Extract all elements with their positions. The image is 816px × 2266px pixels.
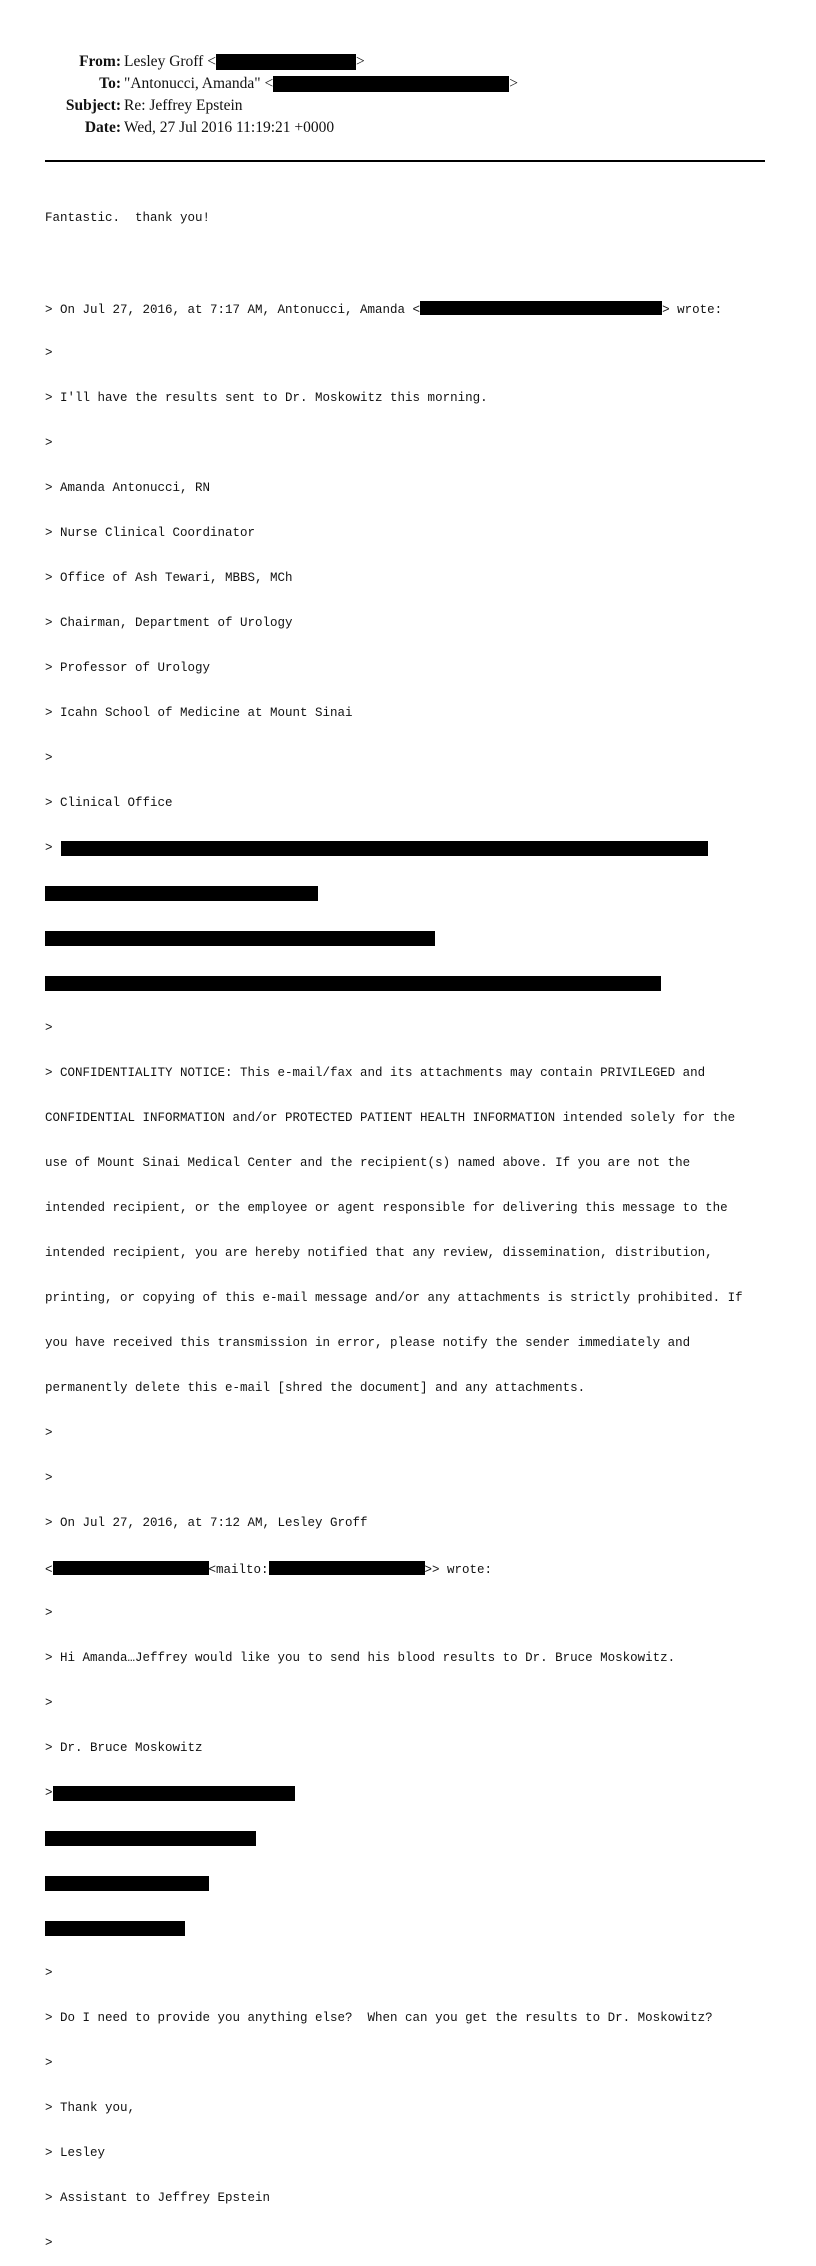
confidentiality-line: CONFIDENTIAL INFORMATION and/or PROTECTED PATIENT HEALTH INFORMATION intended solely for the	[45, 1111, 736, 1125]
signature-line: > Office of Ash Tewari, MBBS, MCh	[45, 571, 293, 585]
quote-marker: >	[45, 1966, 53, 1980]
confidentiality-line: printing, or copying of this e-mail message and/or any attachments is strictly prohibited. If	[45, 1291, 743, 1305]
quote-marker: >	[45, 346, 53, 360]
redaction-bar	[45, 1876, 209, 1891]
quote-marker: >	[45, 841, 61, 855]
to-value	[124, 73, 518, 95]
redacted-dr-address-3	[45, 1876, 770, 1891]
quote-marker: >	[45, 1606, 53, 1620]
confidentiality-line: you have received this transmission in error, please notify the sender immediately and	[45, 1336, 691, 1350]
quote1-intro-prefix: > On Jul 27, 2016, at 7:17 AM, Antonucci, Amanda <	[45, 303, 421, 317]
redacted-to-address	[273, 76, 509, 92]
quote2-address-line	[45, 1561, 770, 1576]
quote2-lt: <	[45, 1563, 53, 1577]
redaction-bar	[45, 1921, 185, 1936]
header-divider	[45, 160, 765, 162]
confidentiality-line: intended recipient, or the employee or agent responsible for delivering this message to the	[45, 1201, 728, 1215]
dr-line: > Dr. Bruce Moskowitz	[45, 1741, 203, 1755]
email-body	[45, 181, 770, 2266]
clinical-office-line: > Clinical Office	[45, 796, 173, 810]
quote-marker: >	[45, 751, 53, 765]
quote-marker: >	[45, 2236, 53, 2250]
redacted-address-block-3	[45, 931, 770, 946]
signature-line: > Chairman, Department of Urology	[45, 616, 293, 630]
hi-line: > Hi Amanda…Jeffrey would like you to send his blood results to Dr. Bruce Moskowitz.	[45, 1651, 676, 1665]
subject-row	[0, 95, 816, 117]
quote1-intro-suffix: > wrote:	[662, 303, 723, 317]
redacted-dr-address-1	[45, 1786, 770, 1801]
confidentiality-line: use of Mount Sinai Medical Center and the recipient(s) named above. If you are not the	[45, 1156, 691, 1170]
quote2-mailto: <mailto:	[208, 1563, 269, 1577]
closing-line: > Lesley	[45, 2146, 106, 2160]
quote-marker: >	[45, 1426, 53, 1440]
from-value	[124, 51, 365, 73]
quote-marker: >	[45, 1696, 53, 1710]
date-label: Date:	[84, 119, 121, 136]
subject-value: Re: Jeffrey Epstein	[124, 97, 243, 114]
date-value: Wed, 27 Jul 2016 11:19:21 +0000	[124, 119, 335, 136]
from-label: From:	[79, 53, 121, 70]
redaction-bar	[61, 841, 708, 856]
quote-marker: >	[45, 1786, 53, 1800]
signature-line: > Amanda Antonucci, RN	[45, 481, 211, 495]
quote2-wrote: >> wrote:	[424, 1563, 493, 1577]
closing-line: > Assistant to Jeffrey Epstein	[45, 2191, 271, 2205]
signature-line: > Icahn School of Medicine at Mount Sinai	[45, 706, 353, 720]
redaction-bar	[45, 1831, 256, 1846]
confidentiality-line: > CONFIDENTIALITY NOTICE: This e-mail/fax and its attachments may contain PRIVILEGED and	[45, 1066, 706, 1080]
redacted-email	[53, 1561, 209, 1575]
quote-marker: >	[45, 2056, 53, 2070]
email-header	[0, 51, 816, 139]
quote-marker: >	[45, 1471, 53, 1485]
confidentiality-line: permanently delete this e-mail [shred the document] and any attachments.	[45, 1381, 586, 1395]
redaction-bar	[53, 1786, 295, 1801]
to-label: To:	[99, 75, 121, 92]
redacted-email	[420, 301, 662, 315]
date-row	[0, 117, 816, 139]
redacted-dr-address-2	[45, 1831, 770, 1846]
redacted-dr-address-4	[45, 1921, 770, 1936]
quote-marker: >	[45, 1021, 53, 1035]
from-row	[0, 51, 816, 73]
confidentiality-line: intended recipient, you are hereby notified that any review, dissemination, distribution,	[45, 1246, 713, 1260]
quote-marker: >	[45, 436, 53, 450]
signature-line: > Professor of Urology	[45, 661, 211, 675]
quote1-intro	[45, 301, 770, 316]
opening-line: Fantastic. thank you!	[45, 211, 211, 225]
results-line: > I'll have the results sent to Dr. Moskowitz this morning.	[45, 391, 488, 405]
from-suffix: >	[355, 53, 365, 70]
to-name: "Antonucci, Amanda" <	[124, 75, 274, 92]
subject-label: Subject:	[65, 97, 121, 114]
redacted-address-block-1	[45, 841, 770, 856]
to-row	[0, 73, 816, 95]
question-line: > Do I need to provide you anything else? When can you get the results to Dr. Moskowitz?	[45, 2011, 713, 2025]
redaction-bar	[45, 886, 318, 901]
redacted-email	[269, 1561, 425, 1575]
redaction-bar	[45, 976, 661, 991]
redacted-address-block-2	[45, 886, 770, 901]
redacted-from-address	[216, 54, 356, 70]
to-suffix: >	[509, 75, 518, 92]
closing-line: > Thank you,	[45, 2101, 136, 2115]
quote2-intro: > On Jul 27, 2016, at 7:12 AM, Lesley Groff	[45, 1516, 368, 1530]
signature-line: > Nurse Clinical Coordinator	[45, 526, 256, 540]
redacted-address-block-4	[45, 976, 770, 991]
redaction-bar	[45, 931, 435, 946]
from-name: Lesley Groff <	[124, 53, 216, 70]
